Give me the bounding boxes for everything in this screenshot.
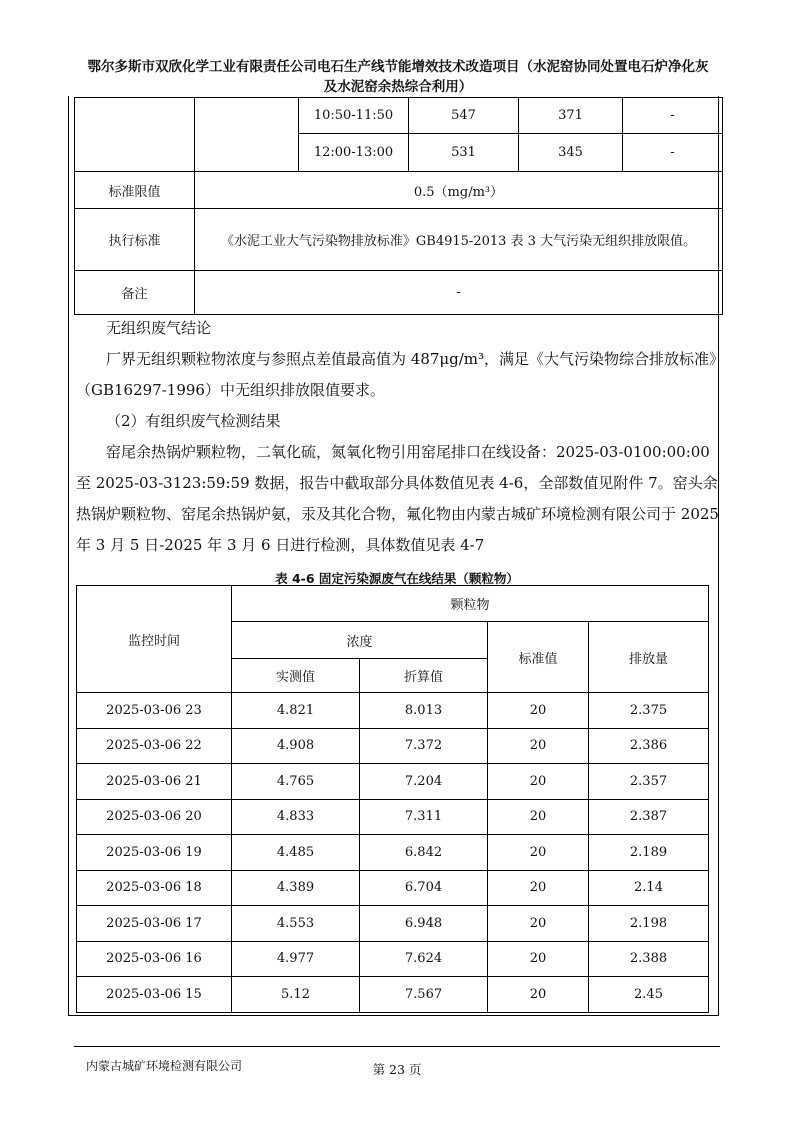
header-time: 监控时间 xyxy=(77,586,232,693)
table-row xyxy=(77,906,709,942)
table-cell-std: 20 xyxy=(488,693,589,729)
table-cell-conv: 7.567 xyxy=(360,977,488,1013)
table-cell-std: 20 xyxy=(488,977,589,1013)
table-row xyxy=(75,172,723,209)
table-cell-meas: 4.977 xyxy=(232,941,360,977)
table-cell-conv: 7.624 xyxy=(360,941,488,977)
table-cell-conv: 6.842 xyxy=(360,835,488,871)
table-cell-std: 20 xyxy=(488,799,589,835)
paragraph-organized-gas: 窑尾余热锅炉颗粒物，二氧化硫，氮氧化物引用窑尾排口在线设备：2025-03-0100:00:00 至 2025-03-3123:59:59 数据，报告中截取部分具体数值见表 4-6，全部数值见附件 7。窑头余热锅炉颗粒物、窑尾余热锅炉氨，汞及其化合物，氟化物由内蒙古城矿环境检测有限公司于 2025 年 3 月 5 日-2025 年 3 月 6 日进行检测，具体数值见表 4-7 xyxy=(76,443,719,554)
table-body xyxy=(77,693,709,1013)
table-row xyxy=(77,728,709,764)
limit-value: 0.5（mg/m³） xyxy=(195,172,723,209)
table-cell-time: 2025-03-06 21 xyxy=(77,764,232,800)
table-cell-time: 2025-03-06 22 xyxy=(77,728,232,764)
table-cell-conv: 7.311 xyxy=(360,799,488,835)
table-cell-meas: 4.765 xyxy=(232,764,360,800)
table-cell: 547 xyxy=(409,98,519,134)
table-cell-meas: 4.908 xyxy=(232,728,360,764)
page-header xyxy=(62,57,734,97)
table-cell-emit: 2.14 xyxy=(589,870,709,906)
table-cell-conv: 8.013 xyxy=(360,693,488,729)
table-cell-std: 20 xyxy=(488,870,589,906)
table-unorganized-gas xyxy=(74,97,723,315)
table-cell: 10:50-11:50 xyxy=(299,98,409,134)
table-row xyxy=(77,835,709,871)
header-measured: 实测值 xyxy=(232,659,360,693)
table-cell-time: 2025-03-06 18 xyxy=(77,870,232,906)
table-row xyxy=(77,977,709,1013)
table-row xyxy=(77,764,709,800)
table-cell-time: 2025-03-06 19 xyxy=(77,835,232,871)
table-cell: 12:00-13:00 xyxy=(299,134,409,172)
table-row xyxy=(75,98,723,134)
table-cell-conv: 7.204 xyxy=(360,764,488,800)
table-cell-conv: 7.372 xyxy=(360,728,488,764)
table-cell-std: 20 xyxy=(488,941,589,977)
header-standard: 标准值 xyxy=(488,622,589,693)
table-cell-meas: 5.12 xyxy=(232,977,360,1013)
table-cell-time: 2025-03-06 23 xyxy=(77,693,232,729)
header-particulate: 颗粒物 xyxy=(232,586,709,622)
header-line-1: 鄂尔多斯市双欣化学工业有限责任公司电石生产线节能增效技术改造项目（水泥窑协同处置电石炉净化灰 xyxy=(87,59,709,75)
paragraph-conclusion-title: 无组织废气结论 xyxy=(106,319,212,337)
table-cell: - xyxy=(623,134,723,172)
table-cell-emit: 2.189 xyxy=(589,835,709,871)
table-cell-meas: 4.821 xyxy=(232,693,360,729)
table-cell-std: 20 xyxy=(488,764,589,800)
paragraph-section-heading: （2）有组织废气检测结果 xyxy=(106,412,281,430)
table-cell: 371 xyxy=(519,98,623,134)
table-cell-time: 2025-03-06 20 xyxy=(77,799,232,835)
table-row xyxy=(77,799,709,835)
table-cell-emit: 2.45 xyxy=(589,977,709,1013)
page-number: 第 23 页 xyxy=(372,1062,422,1077)
table-cell-emit: 2.375 xyxy=(589,693,709,729)
header-line-2: 及水泥窑余热综合利用） xyxy=(323,79,473,95)
table-online-results xyxy=(76,585,709,1013)
table-cell-meas: 4.553 xyxy=(232,906,360,942)
table-cell-meas: 4.485 xyxy=(232,835,360,871)
table-row xyxy=(77,693,709,729)
paragraph-conclusion: 厂界无组织颗粒物浓度与参照点差值最高值为 487μg/m³，满足《大气污染物综合排放标准》（GB16297-1996）中无组织排放限值要求。 xyxy=(76,350,717,399)
table-row xyxy=(75,209,723,271)
table-cell-emit: 2.387 xyxy=(589,799,709,835)
table-cell-std: 20 xyxy=(488,728,589,764)
table-row xyxy=(77,870,709,906)
table-row xyxy=(75,271,723,315)
table-cell-time: 2025-03-06 17 xyxy=(77,906,232,942)
table-cell-conv: 6.704 xyxy=(360,870,488,906)
body-text xyxy=(76,313,722,561)
table-cell: - xyxy=(623,98,723,134)
standard-value: 《水泥工业大气污染物排放标准》GB4915-2013 表 3 大气污染无组织排放限值。 xyxy=(195,209,723,271)
table-cell-conv: 6.948 xyxy=(360,906,488,942)
table-cell-std: 20 xyxy=(488,835,589,871)
table-cell-emit: 2.357 xyxy=(589,764,709,800)
footer-divider xyxy=(74,1046,720,1047)
footer-company: 内蒙古城矿环境检测有限公司 xyxy=(86,1059,243,1073)
header-converted: 折算值 xyxy=(360,659,488,693)
table-cell-emit: 2.388 xyxy=(589,941,709,977)
table-cell-meas: 4.389 xyxy=(232,870,360,906)
remark-label: 备注 xyxy=(75,271,195,315)
table-cell-emit: 2.386 xyxy=(589,728,709,764)
limit-label: 标准限值 xyxy=(75,172,195,209)
table-cell: 531 xyxy=(409,134,519,172)
table-cell-emit: 2.198 xyxy=(589,906,709,942)
remark-value: - xyxy=(195,271,723,315)
table-cell: 345 xyxy=(519,134,623,172)
header-concentration: 浓度 xyxy=(232,622,488,659)
table-cell-std: 20 xyxy=(488,906,589,942)
table-caption: 表 4-6 固定污染源废气在线结果（颗粒物） xyxy=(275,571,519,586)
table-cell-meas: 4.833 xyxy=(232,799,360,835)
standard-label: 执行标准 xyxy=(75,209,195,271)
header-emission: 排放量 xyxy=(589,622,709,693)
table-cell-time: 2025-03-06 15 xyxy=(77,977,232,1013)
table-cell-time: 2025-03-06 16 xyxy=(77,941,232,977)
table-row xyxy=(77,941,709,977)
